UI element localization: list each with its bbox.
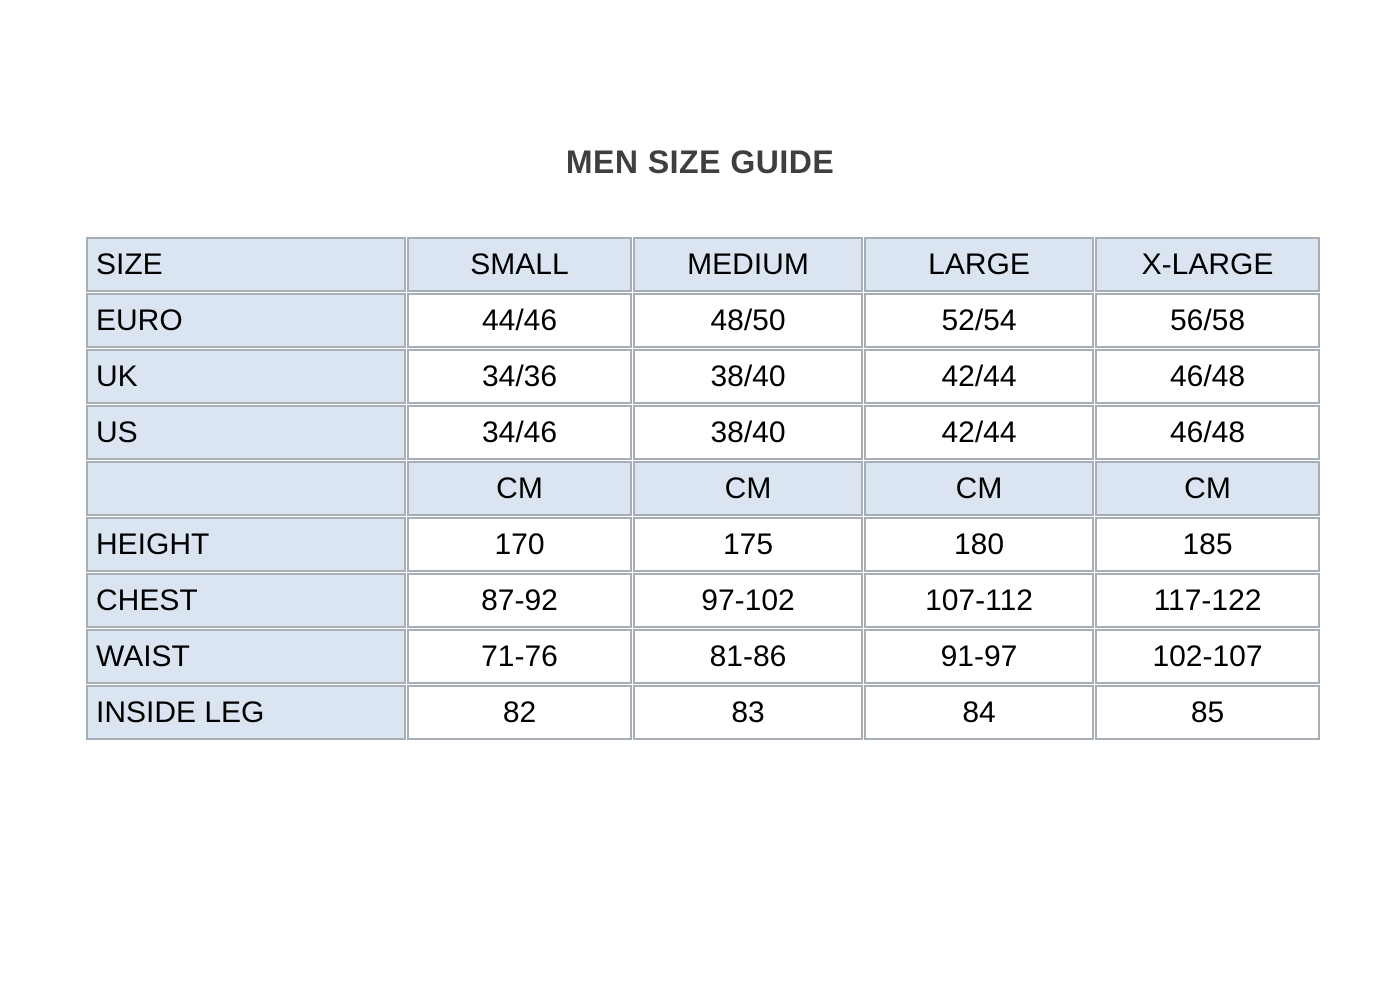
row-waist [86,629,1320,684]
cell-value: 107-112 [864,573,1094,628]
cell-value: 175 [633,517,863,572]
cell-value: 46/48 [1095,349,1320,404]
cell-value: 81-86 [633,629,863,684]
row-label: INSIDE LEG [86,685,406,740]
row-inside-leg [86,685,1320,740]
row-label: HEIGHT [86,517,406,572]
cell-value: CM [633,461,863,516]
page-title: MEN SIZE GUIDE [565,144,835,180]
cell-value: 34/36 [407,349,632,404]
header-cell-medium: MEDIUM [633,237,863,292]
header-cell-size: SIZE [86,237,406,292]
cell-value: 46/48 [1095,405,1320,460]
header-row [86,237,1320,292]
row-euro [86,293,1320,348]
row-us [86,405,1320,460]
cell-value: 91-97 [864,629,1094,684]
cell-value: 117-122 [1095,573,1320,628]
cell-value: 52/54 [864,293,1094,348]
cell-value: 82 [407,685,632,740]
cell-value: 38/40 [633,349,863,404]
cell-value: 102-107 [1095,629,1320,684]
row-label: CHEST [86,573,406,628]
cell-value: 38/40 [633,405,863,460]
row-label: WAIST [86,629,406,684]
cell-value: CM [864,461,1094,516]
header-cell-small: SMALL [407,237,632,292]
cell-value: 83 [633,685,863,740]
row-label [86,461,406,516]
row-label: UK [86,349,406,404]
row-chest [86,573,1320,628]
cell-value: 185 [1095,517,1320,572]
header-cell-x-large: X-LARGE [1095,237,1320,292]
header-cell-large: LARGE [864,237,1094,292]
cell-value: CM [1095,461,1320,516]
row-height [86,517,1320,572]
cell-value: 34/46 [407,405,632,460]
row-cm-units [86,461,1320,516]
cell-value: 85 [1095,685,1320,740]
cell-value: 87-92 [407,573,632,628]
cell-value: 48/50 [633,293,863,348]
row-uk [86,349,1320,404]
size-guide-table [85,236,1321,741]
row-label: US [86,405,406,460]
cell-value: 44/46 [407,293,632,348]
cell-value: CM [407,461,632,516]
cell-value: 84 [864,685,1094,740]
row-label: EURO [86,293,406,348]
cell-value: 71-76 [407,629,632,684]
cell-value: 170 [407,517,632,572]
cell-value: 97-102 [633,573,863,628]
cell-value: 42/44 [864,349,1094,404]
cell-value: 56/58 [1095,293,1320,348]
cell-value: 42/44 [864,405,1094,460]
cell-value: 180 [864,517,1094,572]
